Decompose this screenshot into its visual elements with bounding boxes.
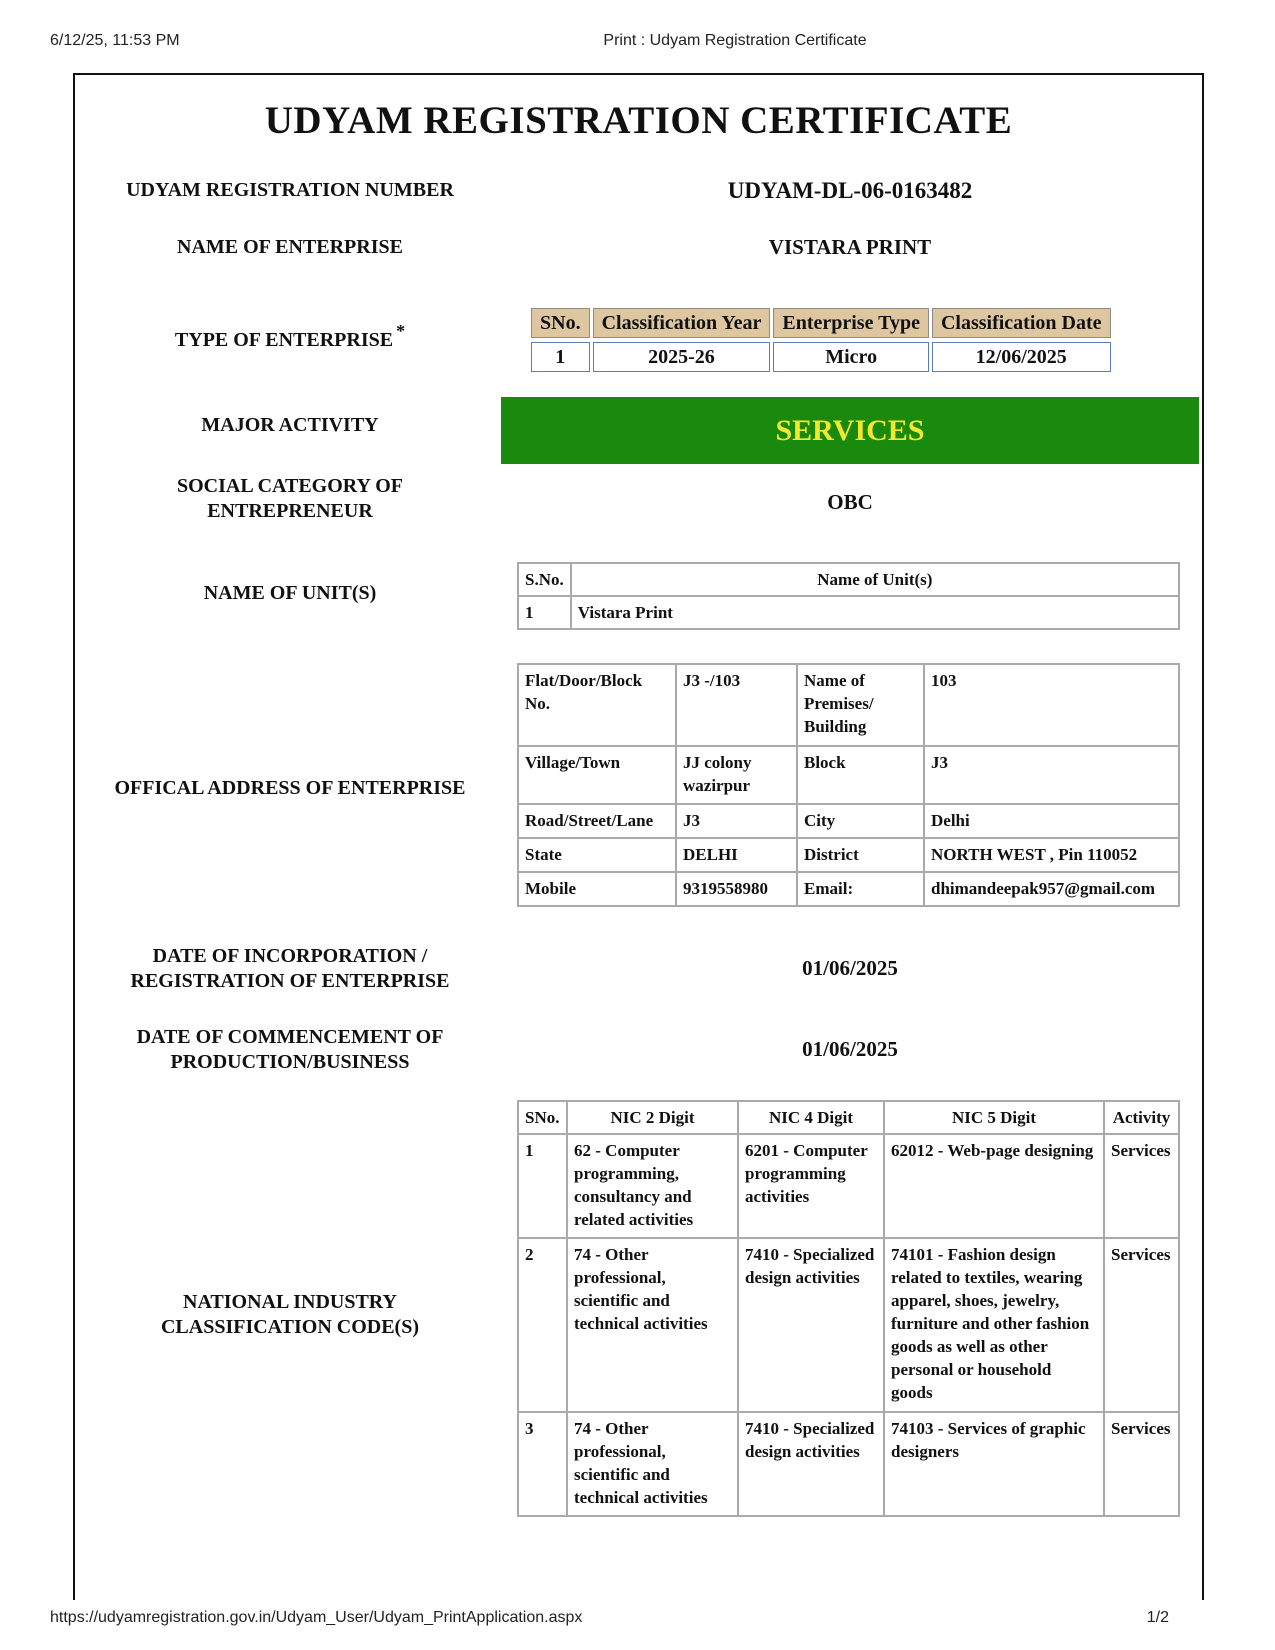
classification-header-row — [531, 308, 1111, 338]
address-field-value: DELHI — [676, 838, 797, 872]
nic-header-row — [518, 1101, 1179, 1134]
nic-header-cell: SNo. — [518, 1101, 567, 1134]
nic-5-digit: 62012 - Web-page designing — [884, 1134, 1104, 1238]
page-number: 1/2 — [1146, 1609, 1169, 1626]
commencement-date-label-line1: DATE OF COMMENCEMENT OF — [136, 1026, 444, 1048]
address-field-label: Road/Street/Lane — [518, 804, 676, 838]
print-datetime: 6/12/25, 11:53 PM — [50, 32, 180, 49]
nic-2-digit: 62 - Computer programming, consultancy and related activities — [567, 1134, 738, 1238]
address-field-label: State — [518, 838, 676, 872]
certificate-title: UDYAM REGISTRATION CERTIFICATE — [264, 99, 1013, 142]
nic-label-line2: CLASSIFICATION CODE(S) — [160, 1316, 419, 1338]
nic-sno: 2 — [518, 1238, 567, 1412]
nic-header-cell: NIC 4 Digit — [738, 1101, 884, 1134]
nic-activity: Services — [1104, 1238, 1179, 1412]
address-label: OFFICAL ADDRESS OF ENTERPRISE — [114, 777, 466, 799]
incorporation-date-value: 01/06/2025 — [802, 956, 898, 980]
nic-sno: 3 — [518, 1412, 567, 1516]
address-field-value: JJ colony wazirpur — [676, 746, 797, 804]
nic-4-digit: 6201 - Computer programming activities — [738, 1134, 884, 1238]
classification-cell: 12/06/2025 — [932, 342, 1111, 372]
table-row — [518, 1238, 1179, 1412]
page-url[interactable]: https://udyamregistration.gov.in/Udyam_User/Udyam_PrintApplication.aspx — [50, 1609, 583, 1626]
classification-header-cell: Classification Year — [593, 308, 771, 338]
classification-header-cell: Enterprise Type — [773, 308, 929, 338]
nic-label-line1: NATIONAL INDUSTRY — [183, 1291, 397, 1313]
address-field-value: NORTH WEST , Pin 110052 — [924, 838, 1179, 872]
mobile-value: 9319558980 — [676, 872, 797, 906]
classification-cell: Micro — [773, 342, 929, 372]
table-row — [518, 664, 1179, 746]
enterprise-type-label-text: TYPE OF ENTERPRISE — [174, 329, 394, 351]
nic-2-digit: 74 - Other professional, scientific and technical activities — [567, 1238, 738, 1412]
classification-header-cell: Classification Date — [932, 308, 1111, 338]
social-category-label — [90, 474, 490, 524]
address-field-value: 103 — [924, 664, 1179, 746]
nic-table — [517, 1100, 1180, 1517]
nic-5-digit: 74101 - Fashion design related to textiles, wearing apparel, shoes, jewelry, furniture and other fashion goods as well as other personal or household goods — [884, 1238, 1104, 1412]
table-row — [518, 1134, 1179, 1238]
nic-activity: Services — [1104, 1412, 1179, 1516]
table-row — [518, 804, 1179, 838]
social-category-label-line2: ENTREPRENEUR — [207, 500, 373, 522]
social-category-value: OBC — [827, 490, 873, 514]
enterprise-type-label — [90, 321, 490, 353]
classification-header-cell: SNo. — [531, 308, 590, 338]
nic-2-digit: 74 - Other professional, scientific and technical activities — [567, 1412, 738, 1516]
units-header-cell: Name of Unit(s) — [571, 563, 1179, 596]
major-activity-label: MAJOR ACTIVITY — [201, 414, 379, 436]
unit-sno: 1 — [518, 596, 571, 629]
incorporation-date-label-line2: REGISTRATION OF ENTERPRISE — [130, 970, 450, 992]
email-value[interactable]: dhimandeepak957@gmail.com — [924, 872, 1179, 906]
unit-name: Vistara Print — [571, 596, 1179, 629]
commencement-date-label — [90, 1025, 490, 1075]
nic-4-digit: 7410 - Specialized design activities — [738, 1238, 884, 1412]
nic-header-cell: Activity — [1104, 1101, 1179, 1134]
asterisk-marker: * — [396, 321, 406, 341]
table-row — [518, 596, 1179, 629]
commencement-date-label-line2: PRODUCTION/BUSINESS — [170, 1051, 410, 1073]
address-field-label: Mobile — [518, 872, 676, 906]
address-field-label: District — [797, 838, 924, 872]
address-field-label: Email: — [797, 872, 924, 906]
incorporation-date-label-line1: DATE OF INCORPORATION / — [152, 945, 428, 967]
address-field-label: Flat/Door/Block No. — [518, 664, 676, 746]
address-field-value: Delhi — [924, 804, 1179, 838]
table-row — [518, 746, 1179, 804]
nic-header-cell: NIC 5 Digit — [884, 1101, 1104, 1134]
address-table — [517, 663, 1180, 907]
table-row — [518, 872, 1179, 906]
nic-label — [90, 1290, 490, 1340]
address-field-value: J3 — [924, 746, 1179, 804]
nic-sno: 1 — [518, 1134, 567, 1238]
units-header-row — [518, 563, 1179, 596]
address-field-label: Village/Town — [518, 746, 676, 804]
table-row — [518, 838, 1179, 872]
nic-activity: Services — [1104, 1134, 1179, 1238]
nic-4-digit: 7410 - Specialized design activities — [738, 1412, 884, 1516]
classification-cell: 2025-26 — [593, 342, 771, 372]
address-field-label: Name of Premises/ Building — [797, 664, 924, 746]
units-label: NAME OF UNIT(S) — [203, 582, 377, 604]
classification-table — [528, 304, 1114, 376]
enterprise-name-value: VISTARA PRINT — [768, 235, 932, 259]
table-row — [518, 1412, 1179, 1516]
units-table — [517, 562, 1180, 630]
registration-number-label: UDYAM REGISTRATION NUMBER — [126, 179, 454, 201]
units-header-cell: S.No. — [518, 563, 571, 596]
classification-cell: 1 — [531, 342, 590, 372]
print-title: Print : Udyam Registration Certificate — [603, 32, 867, 49]
incorporation-date-label — [90, 944, 490, 994]
table-row — [531, 342, 1111, 372]
commencement-date-value: 01/06/2025 — [802, 1037, 898, 1061]
nic-header-cell: NIC 2 Digit — [567, 1101, 738, 1134]
social-category-label-line1: SOCIAL CATEGORY OF — [177, 475, 403, 497]
address-field-value: J3 — [676, 804, 797, 838]
registration-number-value: UDYAM-DL-06-0163482 — [727, 178, 973, 203]
address-field-label: Block — [797, 746, 924, 804]
major-activity-value: SERVICES — [501, 397, 1199, 464]
address-field-value: J3 -/103 — [676, 664, 797, 746]
address-field-label: City — [797, 804, 924, 838]
enterprise-name-label: NAME OF ENTERPRISE — [177, 236, 403, 258]
nic-5-digit: 74103 - Services of graphic designers — [884, 1412, 1104, 1516]
